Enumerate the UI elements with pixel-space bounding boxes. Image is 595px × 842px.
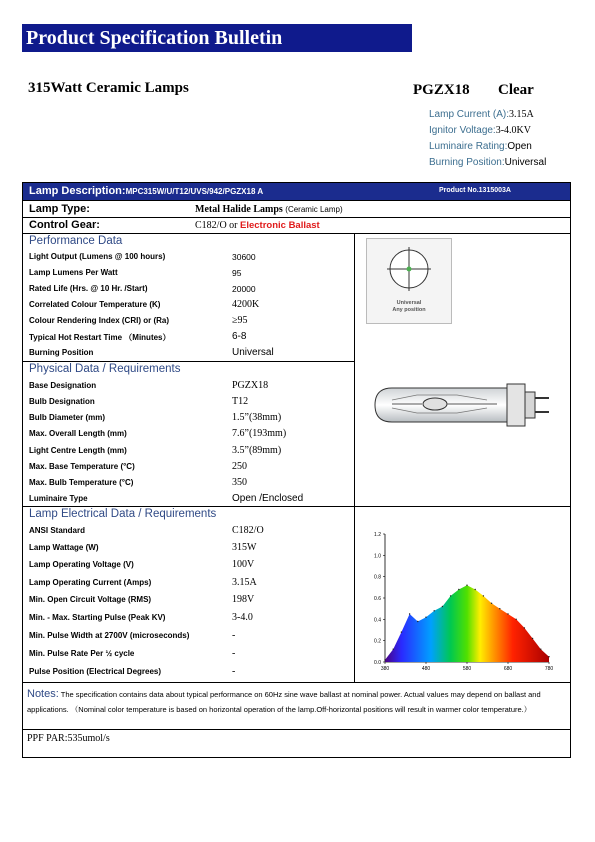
x-tick-label: 480 <box>421 666 431 672</box>
title-banner <box>22 24 412 52</box>
x-tick-label: 680 <box>503 666 513 672</box>
divider <box>23 361 354 362</box>
table-row: Luminaire Type Open /Enclosed <box>29 493 304 504</box>
spectrum-point <box>409 613 410 614</box>
table-row: Lamp Operating Voltage (V) 100V <box>29 559 255 570</box>
spectrum-point <box>450 595 451 596</box>
y-tick-label: 1.2 <box>374 532 381 538</box>
spectrum-point <box>458 589 459 590</box>
divider <box>23 200 570 201</box>
y-tick-label: 0.2 <box>374 638 381 645</box>
spectrum-point <box>384 659 385 660</box>
model-code: PGZX18 <box>413 82 470 98</box>
spec-ignitor-voltage: Ignitor Voltage:3-4.0KV <box>429 125 531 136</box>
performance-section-title: Performance Data <box>29 235 123 247</box>
page-title: Product Specification Bulletin <box>26 27 283 49</box>
spectrum-point <box>499 608 500 609</box>
x-tick-label: 580 <box>462 666 472 672</box>
table-row: Colour Rendering Index (CRI) or (Ra) ≥95 <box>29 315 248 326</box>
spectrum-area <box>385 585 549 662</box>
ppf-par: PPF PAR:535umol/s <box>27 733 110 744</box>
lamp-type-label: Lamp Type: <box>29 203 90 215</box>
spectrum-point <box>491 603 492 604</box>
spectrum-point <box>483 595 484 596</box>
spectrum-point <box>393 649 394 650</box>
spectrum-point <box>532 638 533 639</box>
spectrum-point <box>548 656 549 657</box>
spectrum-point <box>466 585 467 586</box>
table-row: Min. Open Circuit Voltage (RMS) 198V <box>29 594 255 605</box>
description-bar <box>23 183 570 200</box>
table-row: Max. Bulb Temperature (°C) 350 <box>29 477 247 488</box>
table-row: Bulb Designation T12 <box>29 396 249 407</box>
product-number: Product No.1315003A <box>439 187 511 194</box>
spectrum-point <box>540 649 541 650</box>
product-subtitle: 315Watt Ceramic Lamps <box>28 80 189 96</box>
spectrum-point <box>434 610 435 611</box>
table-row: Bulb Diameter (mm) 1.5”(38mm) <box>29 412 282 423</box>
table-row: Lamp Wattage (W) 315W <box>29 542 257 553</box>
table-row: ANSI Standard C182/O <box>29 525 264 536</box>
lamp-type-value: Metal Halide Lamps (Ceramic Lamp) <box>195 204 343 215</box>
table-row: Pulse Position (Electrical Degrees) - <box>29 666 236 677</box>
table-row: Min. Pulse Width at 2700V (microseconds) - <box>29 630 236 641</box>
table-row: Correlated Colour Temperature (K) 4200K <box>29 299 260 310</box>
divider <box>23 217 570 218</box>
x-tick-label: 380 <box>380 666 390 672</box>
burning-position-diagram: Universal Any position <box>366 238 452 324</box>
control-gear-value: C182/O or Electronic Ballast <box>195 220 320 231</box>
table-row: Light Centre Length (mm) 3.5”(89mm) <box>29 445 282 456</box>
divider <box>23 729 570 730</box>
spectrum-point <box>442 606 443 607</box>
table-row: Lamp Operating Current (Amps) 3.15A <box>29 577 257 588</box>
y-tick-label: 0.6 <box>374 596 381 602</box>
notes: Notes: The specification contains data about typical performance on 60Hz sine wave ballast at nominal power. Actual values may depend on ballast and applications. （Nominal color temperature is based on horizontal operation of the lamp.Off-horizontal positions will result in warmer color temperature.） <box>27 688 541 714</box>
spectrum-point <box>425 617 426 618</box>
spectrum-point <box>516 619 517 620</box>
electrical-section-title: Lamp Electrical Data / Requirements <box>29 508 217 520</box>
spectrum-point <box>524 627 525 628</box>
table-row: Max. Overall Length (mm) 7.6”(193mm) <box>29 428 287 439</box>
table-row: Max. Base Temperature (°C) 250 <box>29 461 247 472</box>
y-tick-label: 0.4 <box>374 617 381 624</box>
y-tick-label: 1.0 <box>374 553 381 560</box>
spectrum-point <box>417 621 418 622</box>
physical-section-title: Physical Data / Requirements <box>29 363 181 375</box>
table-row: Typical Hot Restart Time （Minutes） 6-8 <box>29 331 247 342</box>
control-gear-label: Control Gear: <box>29 219 100 231</box>
table-row: Light Output (Lumens @ 100 hours) 30600 <box>29 252 256 262</box>
table-row: Min. - Max. Starting Pulse (Peak KV) 3-4.0 <box>29 612 253 623</box>
spectrum-point <box>475 589 476 590</box>
divider <box>23 506 570 507</box>
y-tick-label: 0.8 <box>374 574 381 581</box>
divider <box>23 682 570 683</box>
x-tick-label: 780 <box>544 666 554 672</box>
table-row: Rated Life (Hrs. @ 10 Hr. /Start) 20000 <box>29 284 256 294</box>
spectrum-point <box>507 613 508 614</box>
y-tick-label: 0.0 <box>374 660 381 666</box>
lamp-drawing <box>367 370 557 440</box>
spectrum-point <box>401 631 402 632</box>
lamp-description: Lamp Description:MPC315W/U/T12/UVS/942/PGZX18 A <box>29 185 264 197</box>
spectral-distribution-chart <box>355 521 567 679</box>
spec-lamp-current: Lamp Current (A):3.15A <box>429 109 534 120</box>
lamp-finish: Clear <box>498 82 534 98</box>
table-row: Min. Pulse Rate Per ½ cycle - <box>29 648 236 659</box>
divider <box>23 233 570 234</box>
spec-burning-position: Burning Position:Universal <box>429 157 547 168</box>
table-row: Lamp Lumens Per Watt 95 <box>29 268 242 278</box>
spec-table <box>22 182 571 758</box>
table-row: Burning Position Universal <box>29 347 274 358</box>
spec-luminaire-rating: Luminaire Rating:Open <box>429 141 532 152</box>
table-row: Base Designation PGZX18 <box>29 380 269 391</box>
